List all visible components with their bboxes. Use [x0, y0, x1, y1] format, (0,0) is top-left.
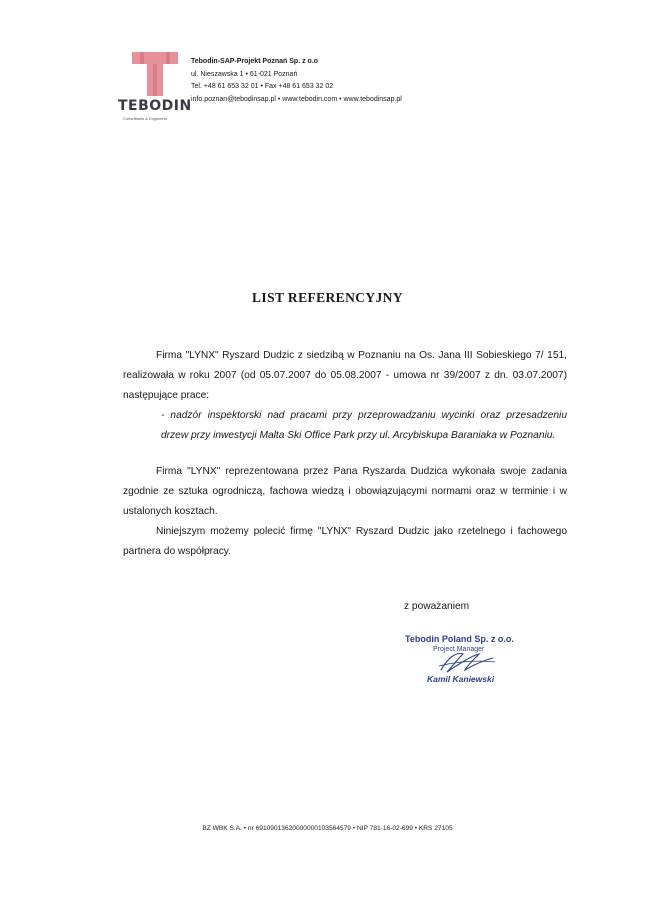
works-item: - nadzór inspektorski nad pracami przy przeprowadzaniu wycinki oraz przesadzeniu drzew przy inwestycji Malta Ski Office Park przy ul. Arcybiskupa Baraniaka w Poznaniu.: [161, 410, 567, 441]
company-name: Tebodin-SAP-Projekt Poznań Sp. z o.o: [191, 58, 319, 65]
tebodin-t-logo-icon: [130, 50, 180, 98]
tebodin-logo: [118, 50, 198, 125]
paragraph-recommendation: Niniejszym możemy polecić firmę "LYNX" Ryszard Dudzic jako rzetelnego i fachowego partnera do współpracy.: [123, 526, 567, 557]
company-address: ul. Nieszawska 1 • 61-021 Poznań: [191, 70, 298, 78]
logo-wordmark: TEBODIN: [118, 98, 192, 114]
paragraph-assessment: Firma "LYNX" reprezentowana przez Pana Ryszarda Dudzica wykonała swoje zadania zgodnie ze sztuka ogrodniczą, fachowa wiedzą i obowiązującymi normami oraz w terminie i w ustalonych kosztach.: [123, 466, 567, 517]
stamp-role: Project Manager: [433, 646, 485, 653]
letter-body: [123, 346, 567, 562]
company-contact: info.poznan@tebodinsap.pl • www.tebodin.com • www.tebodinsap.pl: [191, 95, 402, 103]
paragraph-scope: Firma "LYNX" Ryszard Dudzic z siedzibą w Poznaniu na Os. Jana III Sobieskiego 7/ 151, realizowała w roku 2007 (od 05.07.2007 do 05.08.2007 - umowa nr 39/2007 z dn. 03.07.2007) następujące prace:: [123, 350, 567, 401]
stamp-company: Tebodin Poland Sp. z o.o.: [405, 634, 514, 644]
company-stamp: [405, 634, 555, 694]
company-phone-fax: Tel. +48 61 653 32 01 • Fax +48 61 653 32 02: [191, 83, 334, 90]
closing-salutation: z poważaniem: [404, 601, 470, 612]
handwritten-signature-icon: [435, 648, 497, 676]
paragraph-gap: [123, 446, 567, 462]
logo-tagline: Consultants & Engineers: [123, 116, 168, 121]
letterhead-company-block: [191, 56, 402, 106]
footer-bank-info: BZ WBK S.A. • nr 69109013620000000103564579 • NIP 781-16-02-699 • KRS 27105: [202, 825, 453, 832]
letter-title: LIST REFERENCYJNY: [252, 290, 403, 305]
stamp-signatory-name: Kamil Kaniewski: [427, 674, 495, 684]
